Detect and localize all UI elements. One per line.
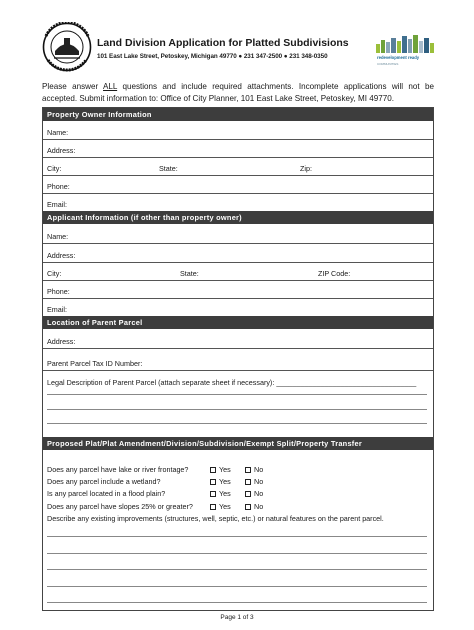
applicant-city-state-zip-row[interactable] [43,263,433,281]
legal-description-label: Legal Description of Parent Parcel (attach separate sheet if necessary): ___________________________________ [47,378,417,387]
improvements-line[interactable] [47,569,427,570]
flood-plain-yes-checkbox[interactable]: Yes [210,489,231,498]
question-flood-plain: Is any parcel located in a flood plain? [47,489,166,498]
owner-zip-label: Zip: [300,164,312,173]
checkbox-icon [210,479,216,485]
improvements-line[interactable] [47,586,427,587]
checkbox-icon [210,504,216,510]
owner-name-field[interactable]: Name: [43,121,433,140]
flood-plain-no-checkbox[interactable]: No [245,489,263,498]
instructions-text: Please answer ALL questions and include required attachments. Incomplete applications will not be accepted. Submit information to: Office of City Planner, 101 East Lake Street, Petoskey, MI 49770. [42,82,434,103]
improvements-line[interactable] [47,553,427,554]
applicant-address-field[interactable]: Address: [43,244,433,263]
section-header-parent-parcel: Location of Parent Parcel [43,316,433,329]
owner-address-field[interactable]: Address: [43,140,433,158]
frontage-no-checkbox[interactable]: No [245,465,263,474]
slopes-no-checkbox[interactable]: No [245,502,263,511]
section-header-property-owner: Property Owner Information [43,108,433,121]
legal-description-line[interactable] [47,423,427,424]
improvements-line[interactable] [47,536,427,537]
applicant-state-label: State: [180,269,199,278]
page-number: Page 1 of 3 [220,614,254,621]
describe-improvements-label: Describe any existing improvements (structures, well, septic, etc.) or natural features on the parent parcel. [47,514,384,523]
city-seal-logo [42,22,92,72]
page-title: Land Division Application for Platted Subdivisions [97,37,349,49]
redevelopment-ready-logo: redevelopment ready COMMUNITIES [376,35,434,73]
question-frontage: Does any parcel have lake or river frontage? [47,465,189,474]
applicant-city-label: City: [47,269,62,278]
owner-city-label: City: [47,164,62,173]
improvements-line[interactable] [47,602,427,603]
checkbox-icon [245,479,251,485]
owner-state-label: State: [159,164,178,173]
address-line: 101 East Lake Street, Petoskey, Michigan 49770 ● 231 347-2500 ● 231 348-0350 [97,53,328,60]
applicant-phone-field[interactable]: Phone: [43,281,433,299]
legal-description-line[interactable] [47,394,427,395]
slopes-yes-checkbox[interactable]: Yes [210,502,231,511]
section-header-applicant: Applicant Information (if other than property owner) [43,211,433,224]
legal-description-line[interactable] [47,409,427,410]
checkbox-icon [245,467,251,473]
section-header-proposed-plat: Proposed Plat/Plat Amendment/Division/Subdivision/Exempt Split/Property Transfer [43,437,433,450]
parcel-tax-id-field[interactable]: Parent Parcel Tax ID Number: [43,349,433,371]
applicant-email-field[interactable]: Email: [47,305,67,314]
application-form [42,107,434,611]
owner-email-field[interactable]: Email: [47,200,67,209]
question-wetland: Does any parcel include a wetland? [47,477,161,486]
question-slopes: Does any parcel have slopes 25% or greater? [47,502,193,511]
parcel-address-field[interactable]: Address: [43,329,433,349]
applicant-name-field[interactable]: Name: [43,224,433,244]
checkbox-icon [210,491,216,497]
checkbox-icon [245,491,251,497]
wetland-no-checkbox[interactable]: No [245,477,263,486]
owner-phone-field[interactable]: Phone: [43,176,433,194]
checkbox-icon [245,504,251,510]
wetland-yes-checkbox[interactable]: Yes [210,477,231,486]
frontage-yes-checkbox[interactable]: Yes [210,465,231,474]
owner-city-state-zip-row[interactable] [43,158,433,176]
checkbox-icon [210,467,216,473]
applicant-zip-label: ZIP Code: [318,269,351,278]
